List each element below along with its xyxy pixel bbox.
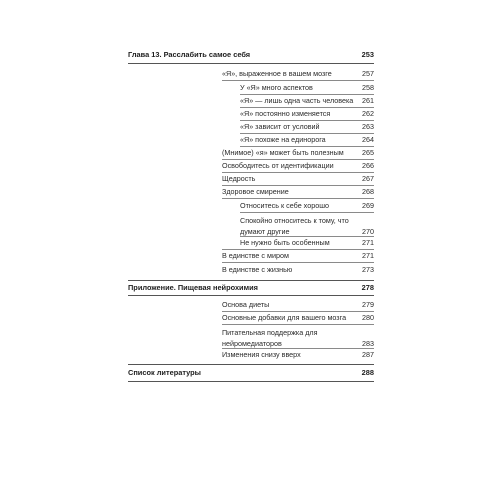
entry-page: 264 — [362, 135, 374, 144]
entry-page: 279 — [362, 300, 374, 309]
chapter-title: Приложение. Пищевая нейрохимия — [128, 283, 258, 292]
entry-page: 266 — [362, 161, 374, 170]
entry-title: Основные добавки для вашего мозга — [222, 313, 347, 322]
entry-page: 267 — [362, 174, 374, 183]
entry-page: 271 — [362, 251, 374, 260]
entry-divider — [240, 107, 374, 108]
chapter-title: Глава 13. Расслабить самое себя — [128, 50, 251, 59]
entry-title: У «Я» много аспектов — [240, 83, 313, 92]
toc-subentry — [240, 215, 374, 237]
chapter-divider — [128, 63, 374, 64]
entry-page: 287 — [362, 350, 374, 359]
entry-divider — [222, 262, 374, 263]
chapter-title: Список литературы — [128, 368, 201, 377]
entry-page: 268 — [362, 187, 374, 196]
entry-divider — [222, 324, 374, 325]
entry-divider — [240, 120, 374, 121]
entry-divider — [240, 94, 374, 95]
entry-divider — [222, 198, 374, 199]
entry-title: Изменения снизу вверх — [222, 350, 301, 359]
entry-title: «Я» постоянно изменяется — [240, 109, 331, 118]
entry-divider — [240, 146, 374, 147]
entry-title: «Я» зависит от условий — [240, 122, 320, 131]
entry-page: 283 — [362, 339, 374, 348]
entry-page: 258 — [362, 83, 374, 92]
entry-title: «Я», выраженное в вашем мозге — [222, 69, 332, 78]
entry-page: 280 — [362, 313, 374, 322]
entry-title: Спокойно относитесь к тому, что думают другие — [240, 216, 349, 236]
entry-page: 262 — [362, 109, 374, 118]
entry-title: В единстве с миром — [222, 251, 289, 260]
entry-page: 271 — [362, 238, 374, 247]
entry-page: 263 — [362, 122, 374, 131]
entry-page: 261 — [362, 96, 374, 105]
chapter-page: 288 — [361, 368, 374, 377]
entry-title: Основа диеты — [222, 300, 270, 309]
entry-title: Относитесь к себе хорошо — [240, 201, 329, 210]
chapter-page: 278 — [361, 283, 374, 292]
chapter-divider — [128, 364, 374, 365]
entry-divider — [222, 80, 374, 81]
entry-divider — [222, 159, 374, 160]
chapter-divider — [128, 295, 374, 296]
chapter-divider — [128, 280, 374, 281]
entry-divider — [222, 311, 374, 312]
entry-divider — [240, 236, 374, 237]
entry-title: «Я» похоже на единорога — [240, 135, 326, 144]
chapter-page: 253 — [361, 50, 374, 59]
entry-title: Питательная поддержка для нейромедиаторов — [222, 328, 318, 348]
chapter-divider — [128, 381, 374, 382]
entry-title: Освободитесь от идентификации — [222, 161, 334, 170]
entry-title: «Я» — лишь одна часть человека — [240, 96, 354, 105]
entry-divider — [222, 172, 374, 173]
entry-page: 265 — [362, 148, 374, 157]
entry-title: (Мнимое) «я» может быть полезным — [222, 148, 344, 157]
entry-page: 270 — [362, 227, 374, 236]
entry-page: 273 — [362, 265, 374, 274]
entry-divider — [222, 185, 374, 186]
entry-title: Не нужно быть особенным — [240, 238, 330, 247]
entry-divider — [240, 133, 374, 134]
entry-divider — [240, 212, 374, 213]
entry-title: Щедрость — [222, 174, 256, 183]
entry-divider — [222, 348, 374, 349]
entry-title: В единстве с жизнью — [222, 265, 293, 274]
entry-title: Здоровое смирение — [222, 187, 289, 196]
entry-page: 257 — [362, 69, 374, 78]
entry-divider — [222, 249, 374, 250]
entry-page: 269 — [362, 201, 374, 210]
toc-entry — [222, 327, 374, 349]
